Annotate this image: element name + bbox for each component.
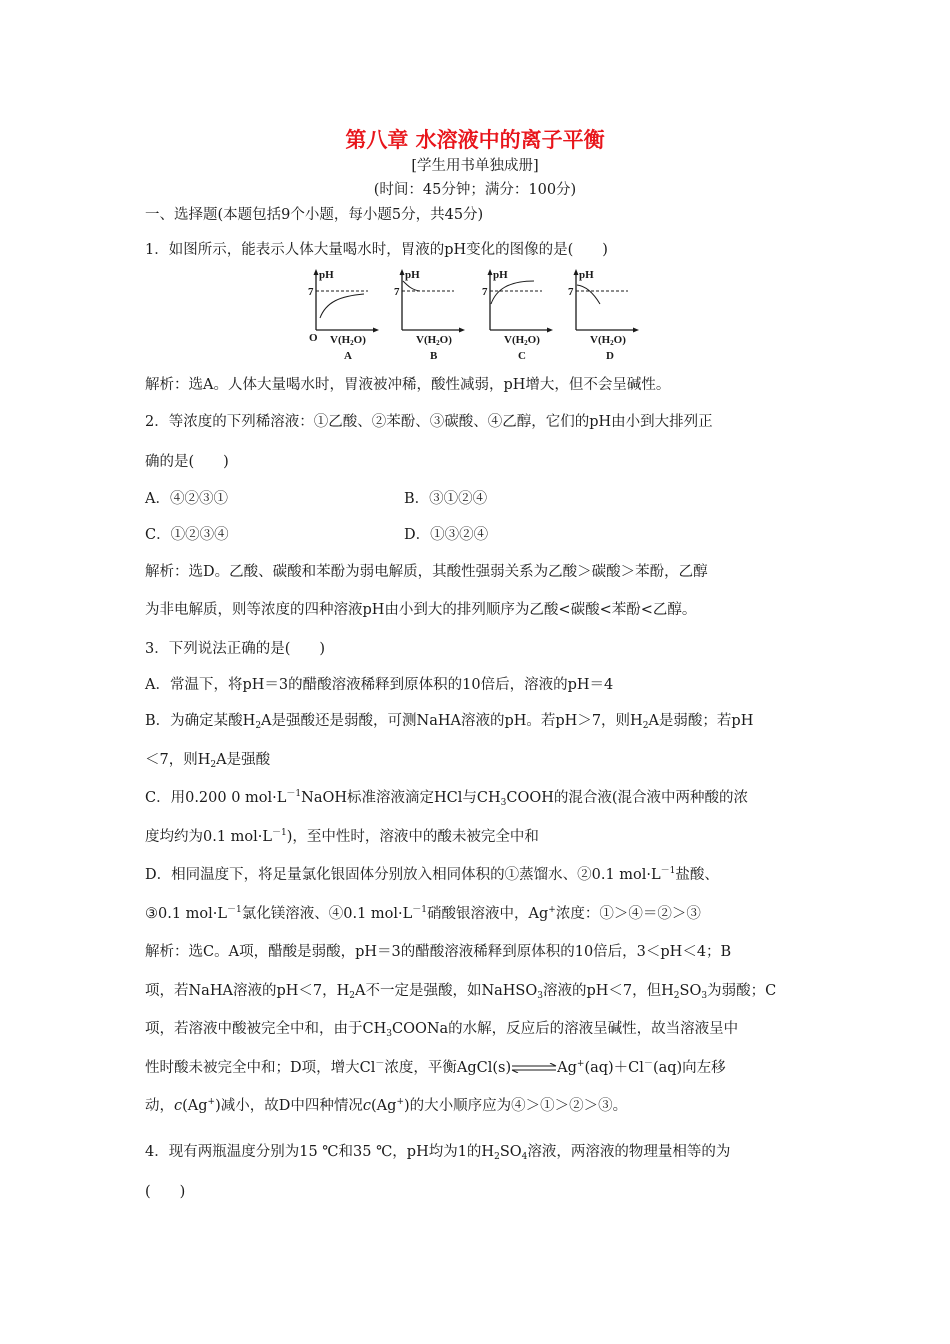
x-label-sub: 2 [350,339,354,347]
svg-text:V(H2O) [416,334,452,347]
x-label-pre: V(H [590,334,611,346]
origin-label: O [309,332,318,344]
graph-label-b: B [430,350,438,362]
y-axis-label: pH [319,269,334,281]
svg-text:V(H2O) [330,334,366,347]
x-axis-arrow [547,328,553,333]
x-label-post: O) [613,334,626,346]
chapter-title: 第八章 水溶液中的离子平衡 [345,128,605,152]
svg-text:V(H2O) [504,334,540,347]
graph-b [394,262,474,362]
curve-falling-to-7 [403,281,420,291]
q3-option-b-line1: B．为确定某酸$H_2A$是强酸还是弱酸，可测NaHA溶液的pH。若pH＞7，则$H_2A$是弱酸；若pH [145,713,754,731]
section-heading: 一、选择题(本题包括9个小题，每小题5分，共45分) [145,207,484,223]
y-axis-label: pH [493,269,508,281]
q2-analysis-line2: 为非电解质，则等浓度的四种溶液pH由小到大的排列顺序为乙酸<碳酸<苯酚<乙醇。 [145,602,697,618]
curve-rising-below-7 [320,294,364,318]
y-axis-arrow [400,269,405,275]
x-label-sub: 2 [436,339,440,347]
q2-analysis-line1: 解析：选D。乙酸、碳酸和苯酚为弱电解质，其酸性强弱关系为乙酸＞碳酸＞苯酚，乙醇 [145,564,708,580]
q3-analysis-line1: 解析：选C。A项，醋酸是弱酸，pH＝3的醋酸溶液稀释到原体积的10倍后，3＜pH＜4；B [145,944,732,960]
q1-analysis: 解析：选A。人体大量喝水时，胃液被冲稀，酸性减弱，pH增大，但不会呈碱性。 [145,377,671,393]
q2-stem-line1: 2．等浓度的下列稀溶液：①乙酸、②苯酚、③碳酸、④乙醇，它们的pH由小到大排列正 [145,414,713,430]
q3-option-c-line2: 度均约为0.1 $mol\cdot L^{-1}$)，至中性时，溶液中的酸未被完全中和 [145,828,539,845]
y-axis-label: pH [405,269,420,281]
x-label-pre: V(H [416,334,437,346]
subtitle: [学生用书单独成册] [411,158,539,174]
equilibrium-arrow-icon [511,1063,557,1073]
svg-text:V(H2O) [590,334,626,347]
q2-option-a: A．④②③① [145,491,228,507]
x-axis-arrow [373,328,379,333]
y-tick-7: 7 [394,286,400,298]
q2-option-d: D．①③②④ [404,527,489,543]
graph-a [308,262,388,362]
time-info: (时间：45分钟；满分：100分) [373,182,577,198]
q3-option-c-line1: C．用0.200 0 $mol\cdot L^{-1}NaOH$标准溶液滴定HCl与$CH_3COOH$的混合液(混合液中两种酸的浓 [145,789,749,808]
q2-stem-line2: 确的是( ) [145,454,229,470]
q3-stem: 3．下列说法正确的是( ) [145,641,326,657]
curve-falling-below-7 [577,285,600,304]
q3-option-b-line2: ＜7，则$H_2A$是强酸 [145,752,271,770]
q3-option-a: A．常温下，将pH＝3的醋酸溶液稀释到原体积的10倍后，溶液的pH＝4 [145,677,614,693]
q3-option-d-line2: ③0.1 $mol\cdot L^{-1}$氯化镁溶液、④0.1 $mol\cdot L^{-1}$硝酸银溶液中，Ag+浓度：①＞④＝②＞③ [145,905,701,922]
y-axis-arrow [488,269,493,275]
x-label-pre: V(H [330,334,351,346]
q3-analysis-line3: 项，若溶液中酸被完全中和，由于$CH_3COONa$的水解，反应后的溶液呈碱性，故当溶液呈中 [145,1021,739,1039]
y-tick-7: 7 [568,286,574,298]
x-label-post: O) [353,334,366,346]
q4-stem-line1: 4．现有两瓶温度分别为15 ℃和35 ℃，pH均为1的$H_2SO_4$溶液，两溶液的物理量相等的为 [145,1144,731,1162]
y-tick-7: 7 [308,286,314,298]
graph-c [482,262,562,362]
x-axis-arrow [633,328,639,333]
x-label-post: O) [439,334,452,346]
graph-label-d: D [606,350,614,362]
q3-analysis-line2: 项，若NaHA溶液的pH＜7，$H_2A$不一定是强酸，如NaHSO$_3$溶液的pH＜7，但$H_2SO_3$为弱酸；C [145,983,777,1001]
y-axis-arrow [314,269,319,275]
x-label-sub: 2 [524,339,528,347]
x-label-sub: 2 [610,339,614,347]
q3-analysis-line4: 性时酸未被完全中和；D项，增大Cl－浓度，平衡AgCl(s) Ag+(aq)＋Cl－(aq)向左移 [145,1059,726,1076]
y-tick-7: 7 [482,286,488,298]
q2-option-b: B．③①②④ [404,491,488,507]
q1-stem: 1．如图所示，能表示人体大量喝水时，胃液的pH变化的图像的是( ) [145,242,608,258]
q4-stem-line2: ( ) [145,1184,186,1200]
graph-label-c: C [518,350,526,362]
q3-option-d-line1: D．相同温度下，将足量氯化银固体分别放入相同体积的①蒸馏水、②0.1 $mol\cdot L^{-1}$盐酸、 [145,866,719,883]
q2-option-c: C．①②③④ [145,527,229,543]
x-label-pre: V(H [504,334,525,346]
y-axis-label: pH [579,269,594,281]
x-label-post: O) [527,334,540,346]
graph-label-a: A [344,350,352,362]
graph-d [568,262,648,362]
q3-analysis-line5: 动，c(Ag+)减小，故D中四种情况c(Ag+)的大小顺序应为④＞①＞②＞③。 [145,1097,628,1114]
curve-rising-above-7 [491,281,534,304]
x-axis-arrow [459,328,465,333]
y-axis-arrow [574,269,579,275]
